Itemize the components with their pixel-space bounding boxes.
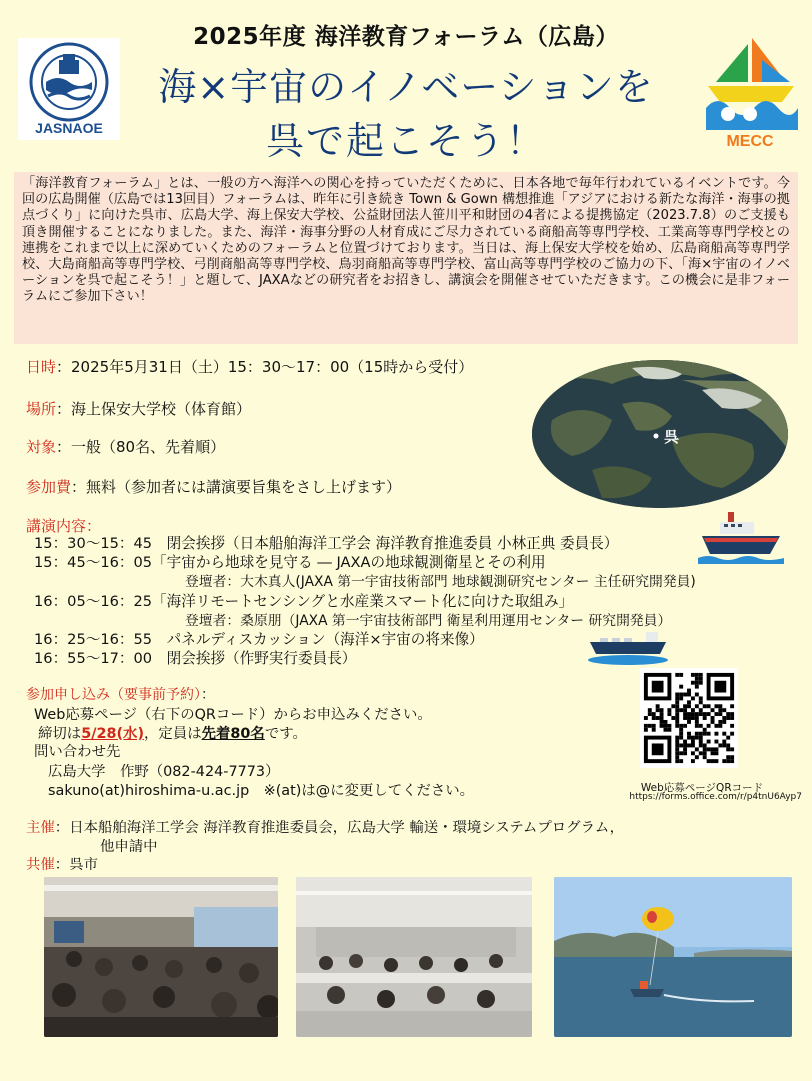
blimp-boat-photo <box>554 877 792 1037</box>
program-item-panel: 16：25～16：55 パネルディスカッション（海洋×宇宙の将来像） <box>34 631 484 648</box>
cohost-value: ：呉市 <box>54 857 98 873</box>
cohost-label: 共催 <box>26 857 55 873</box>
program-label-colon: ： <box>86 517 102 535</box>
program-item-talk1: 15：45～16：05「宇宙から地球を見守る ― JAXAの地球観測衛星とその利用 <box>34 554 546 571</box>
tanker-ship-icon <box>588 628 668 666</box>
program-item-talk2-speaker: 登壇者：桑原朋（JAXA 第一宇宙技術部門 衛星利用運用センター 研究開発員） <box>185 613 672 629</box>
host-value: ：日本船舶海洋工学会 海洋教育推進委員会，広島大学 輸送・環境システムプログラム， <box>54 820 625 836</box>
target-label: 対象 <box>26 438 57 456</box>
mecc-logo <box>702 30 798 150</box>
seminar-room-photo <box>296 877 532 1037</box>
program-item-talk2: 16：05～16：25「海洋リモートセンシングと水産業スマート化に向けた取組み」 <box>34 593 574 610</box>
qr-code-graphic[interactable] <box>640 668 738 768</box>
lecture-hall-photo <box>44 877 278 1037</box>
fee-label: 参加費 <box>26 478 72 496</box>
jasnaoe-logo-graphic <box>18 38 120 140</box>
program-item-closing: 16：55～17：00 閉会挨拶（作野実行委員長） <box>34 650 357 667</box>
event-title-line1: 海×宇宙のイノベーションを <box>158 65 654 109</box>
application-label-colon: ： <box>201 687 215 703</box>
audience-photo-2 <box>296 877 532 1037</box>
host-label: 主催 <box>26 820 55 836</box>
capacity-value: 先着80名 <box>201 726 265 742</box>
application-web-line: Web応募ページ（右下のQRコード）からお申込みください。 <box>34 707 432 723</box>
map-kure-label: 呉 <box>664 428 680 446</box>
deadline-prefix: 締切は <box>38 726 82 742</box>
deadline-date: 5/28(水) <box>81 726 145 742</box>
tanker-ship-illustration <box>588 628 668 666</box>
mecc-logo-graphic <box>702 30 798 150</box>
intro-paragraph: 「海洋教育フォーラム」とは、一般の方へ海洋への関心を持っていただくために、日本各地で毎年行われているイベントです。今回の広島開催（広島では13回目）フォーラムは、昨年に引き続き Town & Gown 構想推進「アジアにおける新たな海洋・海事の拠点づくり」に向けた呉市、広島大学、海上保安大学校、公益財団法人笹川平和財団の4者による提携協定（2023.7.8）のご支援も頂き開催することになりました。また、海洋・海事分野の人材育成にご尽力されている商船高等専門学校、工業高等専門学校との連携をこれまで以上に深めていくためのフォーラムと位置づけております。当日は、海上保安大学校を始め、広島商船高等専門学校、大島商船高等専門学校、弓削商船高等専門学校、鳥羽商船高等専門学校、富山高等専門学校のご協力の下、「海×宇宙のイノベーションを呉で起こそう！」と題して、JAXAなどの研究者をお招きし、講演会を開催させていただきます。この機会に是非フォーラムにご参加下さい！ <box>14 172 798 344</box>
sea-blimp-photo <box>554 877 792 1037</box>
qr-caption: Web応募ページQRコード <box>640 782 764 794</box>
qr-code-image[interactable] <box>640 668 738 768</box>
date-row <box>26 356 473 377</box>
audience-photo-1 <box>44 877 278 1037</box>
program-label: 講演内容 <box>26 517 87 535</box>
date-value: ：2025年5月31日（土）15：30～17：00（15時から受付） <box>56 358 474 376</box>
cargo-ship-icon <box>698 508 784 564</box>
application-heading <box>26 684 215 704</box>
program-item-opening: 15：30～15：45 閉会挨拶（日本船舶海洋工学会 海洋教育推進委員 小林正典 委員長） <box>34 535 619 552</box>
host-row <box>26 816 624 837</box>
place-value: ：海上保安大学校（体育館） <box>56 400 252 418</box>
fee-value: ：無料（参加者には講演要旨集をさし上げます） <box>71 478 402 496</box>
program-item-talk1-speaker: 登壇者：大木真人(JAXA 第一宇宙技術部門 地球観測研究センター 主任研究開発員) <box>185 574 696 590</box>
place-row <box>26 398 251 419</box>
cohost-row <box>26 853 98 874</box>
satellite-map-image <box>532 360 788 508</box>
host-value-2: 他申請中 <box>100 839 158 855</box>
place-label: 場所 <box>26 400 57 418</box>
fee-row <box>26 476 401 497</box>
jasnaoe-logo <box>18 38 120 140</box>
target-row <box>26 436 225 457</box>
contact-email[interactable]: sakuno(at)hiroshima-u.ac.jp ※(at)は@に変更してください。 <box>48 783 475 799</box>
contact-name: 広島大学 作野（082-424-7773） <box>48 764 280 780</box>
deadline-mid: ，定員は <box>144 726 202 742</box>
contact-label: 問い合わせ先 <box>34 744 121 760</box>
event-title-line2: 呉で起こそう！ <box>265 119 546 163</box>
qr-url[interactable]: https://forms.office.com/r/p4tnU6Ayp7 <box>629 792 802 802</box>
jasnaoe-logo-text: JASNAOE <box>35 120 103 136</box>
cargo-ship-illustration <box>698 508 784 564</box>
date-label: 日時 <box>26 358 57 376</box>
application-label: 参加申し込み（要事前予約） <box>26 687 201 703</box>
mecc-logo-text: MECC <box>726 133 774 150</box>
satellite-map-graphic <box>532 360 788 508</box>
event-subtitle: 2025年度 海洋教育フォーラム（広島） <box>193 24 619 50</box>
deadline-suffix: です。 <box>264 726 307 742</box>
target-value: ：一般（80名、先着順） <box>56 438 226 456</box>
